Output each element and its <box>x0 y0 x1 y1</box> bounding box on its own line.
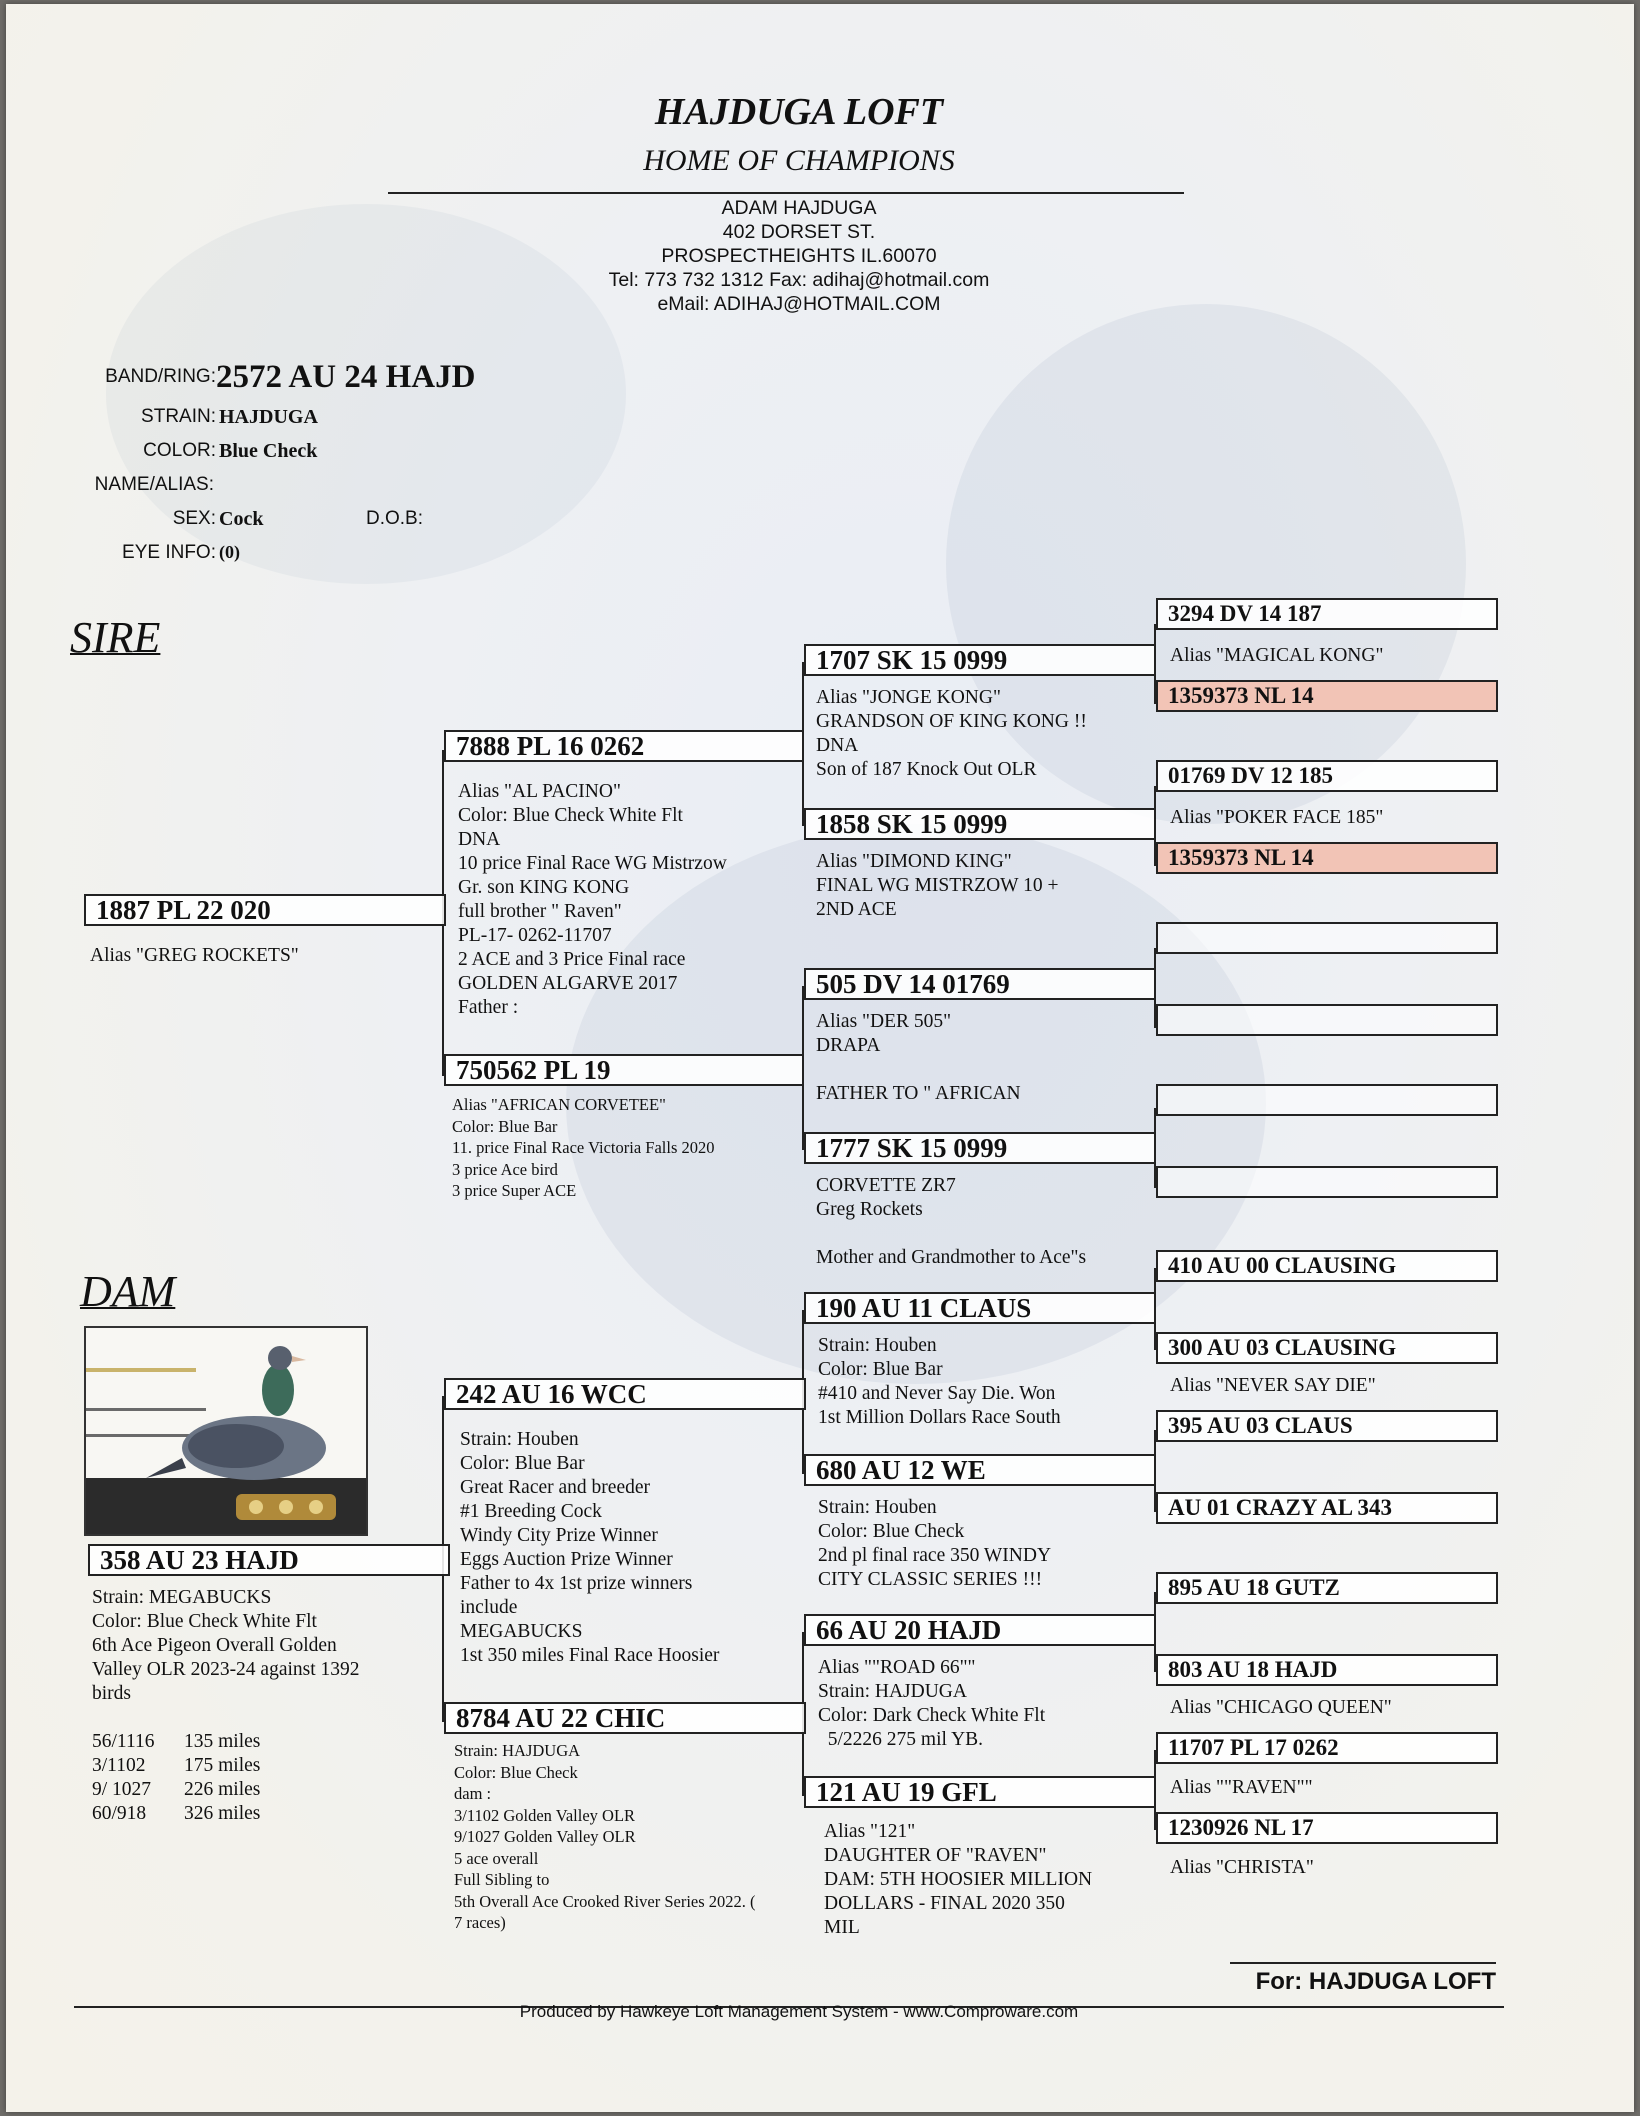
gen4-dam-alias-6: Alias "CHICAGO QUEEN" <box>1170 1697 1392 1718</box>
info-line: Great Racer and breeder <box>460 1477 651 1498</box>
gen3-sire-band-box-2: 1858 SK 15 0999 <box>804 808 1156 840</box>
gen4-sire-band-box-3: 01769 DV 12 185 <box>1156 760 1498 792</box>
band-value: 2572 AU 24 HAJD <box>216 359 476 395</box>
address-line: Tel: 773 732 1312 Fax: adihaj@hotmail.com <box>608 269 990 291</box>
gen4-sire-alias-3: Alias "POKER FACE 185" <box>1170 807 1384 828</box>
info-line: Strain: HAJDUGA <box>454 1741 581 1760</box>
info-line <box>816 1222 1086 1246</box>
info-line: Father to 4x 1st prize winners <box>460 1573 693 1594</box>
race-distance: 135 miles <box>184 1731 261 1752</box>
gen4-dam-alias-2: Alias "NEVER SAY DIE" <box>1170 1375 1376 1396</box>
color-value: Blue Check <box>219 440 318 462</box>
gen4-dam-band-box-7: 11707 PL 17 0262 <box>1156 1732 1498 1764</box>
info-line: Alias "DIMOND KING" <box>816 851 1012 872</box>
info-line: Strain: HAJDUGA <box>818 1681 967 1702</box>
info-line: 6th Ace Pigeon Overall Golden <box>92 1635 337 1656</box>
gen3-sire-info-1 <box>816 686 1087 782</box>
info-line: Alias "JONGE KONG" <box>816 687 1001 708</box>
footer-signature-line <box>1230 1962 1496 1964</box>
info-line: Mother and Grandmother to Ace"s <box>816 1247 1087 1268</box>
gen3-sire-band-box-1: 1707 SK 15 0999 <box>804 644 1156 676</box>
info-line: include <box>460 1597 518 1618</box>
strain-label: STRAIN: <box>141 406 216 427</box>
gen3-sire-info-4 <box>816 1174 1086 1270</box>
race-distance: 226 miles <box>184 1779 261 1800</box>
info-line: Alias "AFRICAN CORVETEE" <box>452 1095 666 1114</box>
gen3-dam-info-4 <box>824 1820 1092 1940</box>
info-line: GOLDEN ALGARVE 2017 <box>458 973 678 994</box>
race-distance: 175 miles <box>184 1755 261 1776</box>
gen4-dam-band-box-3: 395 AU 03 CLAUS <box>1156 1410 1498 1442</box>
info-line: DNA <box>458 829 501 850</box>
color-label: COLOR: <box>143 440 216 461</box>
footer-for-loft: For: HAJDUGA LOFT <box>1255 1968 1496 1995</box>
race-place: 60/918 <box>92 1803 147 1824</box>
race-result-row <box>92 1730 260 1754</box>
info-line: Alias "DER 505" <box>816 1011 952 1032</box>
dam-sire-band-box: 242 AU 16 WCC <box>444 1378 806 1410</box>
gen4-dam-band-box-4: AU 01 CRAZY AL 343 <box>1156 1492 1498 1524</box>
gen3-sire-band-box-3: 505 DV 14 01769 <box>804 968 1156 1000</box>
info-line: dam : <box>454 1784 492 1803</box>
band-label: BAND/RING: <box>105 366 216 387</box>
info-line: Valley OLR 2023-24 against 1392 <box>92 1659 360 1680</box>
eye-info-label: EYE INFO: <box>122 542 216 563</box>
info-line: FATHER TO " AFRICAN <box>816 1083 1021 1104</box>
info-line: Full Sibling to <box>454 1870 550 1889</box>
info-line: Color: Blue Bar <box>452 1116 558 1136</box>
gen3-dam-band-box-2: 680 AU 12 WE <box>804 1454 1156 1486</box>
sire-section-title: SIRE <box>70 613 161 662</box>
eye-info-value: (0) <box>219 542 240 562</box>
sex-value: Cock <box>219 508 264 530</box>
dam-section-title: DAM <box>80 1267 176 1316</box>
info-line: 5th Overall Ace Crooked River Series 2022. ( <box>454 1891 756 1911</box>
header-divider <box>388 192 1184 194</box>
gen4-sire-alias-1: Alias "MAGICAL KONG" <box>1170 645 1384 666</box>
info-line: Alias "AL PACINO" <box>458 781 621 802</box>
sire-info <box>90 944 299 968</box>
race-distance: 326 miles <box>184 1803 261 1824</box>
gen3-dam-band-box-4: 121 AU 19 GFL <box>804 1776 1156 1808</box>
dam-info <box>92 1586 360 1706</box>
gen4-dam-band-box-1: 410 AU 00 CLAUSING <box>1156 1250 1498 1282</box>
address-line: PROSPECTHEIGHTS IL.60070 <box>661 245 937 267</box>
sire-dam-info <box>452 1094 715 1202</box>
gen4-dam-alias-8: Alias "CHRISTA" <box>1170 1857 1314 1878</box>
race-place: 3/1102 <box>92 1755 146 1776</box>
info-line: 2nd pl final race 350 WINDY <box>818 1545 1052 1566</box>
info-line: DAM: 5TH HOOSIER MILLION <box>824 1869 1093 1890</box>
sire-sire-band-box: 7888 PL 16 0262 <box>444 730 804 762</box>
gen4-sire-band-box-4: 1359373 NL 14 <box>1156 842 1498 874</box>
info-line: Color: Blue Bar <box>460 1453 585 1474</box>
info-line: Eggs Auction Prize Winner <box>460 1549 673 1570</box>
info-line: Windy City Prize Winner <box>460 1525 658 1546</box>
gen3-dam-info-1 <box>818 1334 1061 1430</box>
info-line: FINAL WG MISTRZOW 10 + <box>816 875 1059 896</box>
gen4-sire-band-box-1: 3294 DV 14 187 <box>1156 598 1498 630</box>
info-line: Strain: Houben <box>818 1335 937 1356</box>
gen4-sire-band-box-2: 1359373 NL 14 <box>1156 680 1498 712</box>
pedigree-sheet <box>6 4 1634 2112</box>
gen3-sire-band-box-4: 1777 SK 15 0999 <box>804 1132 1156 1164</box>
gen4-dam-band-box-8: 1230926 NL 17 <box>1156 1812 1498 1844</box>
info-line: Strain: MEGABUCKS <box>92 1587 272 1608</box>
race-result-row <box>92 1778 260 1802</box>
race-place: 56/1116 <box>92 1731 155 1752</box>
gen3-sire-info-3 <box>816 1010 1021 1106</box>
gen4-dam-alias-7: Alias ""RAVEN"" <box>1170 1777 1313 1798</box>
gen3-sire-info-2 <box>816 850 1058 922</box>
info-line: 5/2226 275 mil YB. <box>818 1729 984 1750</box>
info-line: Color: Blue Bar <box>818 1359 943 1380</box>
info-line: DRAPA <box>816 1035 881 1056</box>
dam-sire-info <box>460 1428 719 1668</box>
dam-race-results <box>92 1730 260 1826</box>
gen3-dam-info-2 <box>818 1496 1051 1592</box>
info-line: Color: Blue Check White Flt <box>92 1611 317 1632</box>
info-line: 2ND ACE <box>816 899 897 920</box>
info-line: Gr. son KING KONG <box>458 877 630 898</box>
loft-title: HAJDUGA LOFT <box>654 91 944 133</box>
dam-band-box: 358 AU 23 HAJD <box>88 1544 450 1576</box>
info-line <box>816 1058 1021 1082</box>
info-line: 5 ace overall <box>454 1848 539 1868</box>
name-alias-label: NAME/ALIAS: <box>94 474 214 495</box>
dam-dam-band-box: 8784 AU 22 CHIC <box>444 1702 806 1734</box>
race-result-row <box>92 1802 260 1826</box>
gen4-dam-band-box-5: 895 AU 18 GUTZ <box>1156 1572 1498 1604</box>
info-line: DOLLARS - FINAL 2020 350 <box>824 1893 1065 1914</box>
info-line: 3 price Super ACE <box>452 1181 577 1200</box>
info-line: Father : <box>458 997 519 1018</box>
info-line: Color: Blue Check <box>454 1762 578 1782</box>
gen3-dam-info-3 <box>818 1656 1045 1752</box>
sire-band-box: 1887 PL 22 020 <box>84 894 446 926</box>
info-line: Strain: Houben <box>818 1497 937 1518</box>
info-line: full brother " Raven" <box>458 901 622 922</box>
info-line: PL-17- 0262-11707 <box>458 925 612 946</box>
address-line: ADAM HAJDUGA <box>721 197 877 219</box>
address-line: 402 DORSET ST. <box>722 221 876 243</box>
info-line: Color: Blue Check <box>818 1521 965 1542</box>
info-line: MEGABUCKS <box>460 1621 583 1642</box>
info-line: 1st 350 miles Final Race Hoosier <box>460 1645 720 1666</box>
info-line: MIL <box>824 1917 860 1938</box>
info-line: CORVETTE ZR7 <box>816 1175 956 1196</box>
dam-dam-info <box>454 1740 756 1934</box>
info-line: Color: Dark Check White Flt <box>818 1705 1046 1726</box>
address-line: eMail: ADIHAJ@HOTMAIL.COM <box>657 293 941 315</box>
gen4-sire-band-box-5 <box>1156 922 1498 954</box>
gen4-sire-band-box-7 <box>1156 1084 1498 1116</box>
info-line: Alias "GREG ROCKETS" <box>90 945 299 966</box>
dob-label: D.O.B: <box>366 508 424 529</box>
gen4-dam-band-box-2: 300 AU 03 CLAUSING <box>1156 1332 1498 1364</box>
loft-subtitle: HOME OF CHAMPIONS <box>643 144 955 177</box>
info-line: Alias "121" <box>824 1821 916 1842</box>
info-line: 3/1102 Golden Valley OLR <box>454 1805 636 1825</box>
info-line: 1st Million Dollars Race South <box>818 1407 1061 1428</box>
info-line: DNA <box>816 735 859 756</box>
info-line: 7 races) <box>454 1913 506 1932</box>
sex-label: SEX: <box>172 508 216 529</box>
info-line: Color: Blue Check White Flt <box>458 805 683 826</box>
info-line: 10 price Final Race WG Mistrzow <box>458 853 727 874</box>
info-line: Son of 187 Knock Out OLR <box>816 759 1037 780</box>
info-line: #1 Breeding Cock <box>460 1501 602 1522</box>
race-place: 9/ 1027 <box>92 1779 152 1800</box>
info-line: birds <box>92 1683 131 1704</box>
gen3-dam-band-box-3: 66 AU 20 HAJD <box>804 1614 1156 1646</box>
info-line: Alias ""ROAD 66"" <box>818 1657 976 1678</box>
info-line: 2 ACE and 3 Price Final race <box>458 949 686 970</box>
sire-sire-info <box>458 780 727 1020</box>
info-line: 3 price Ace bird <box>452 1159 558 1179</box>
gen4-sire-band-box-6 <box>1156 1004 1498 1036</box>
info-line: #410 and Never Say Die. Won <box>818 1383 1056 1404</box>
info-line: Strain: Houben <box>460 1429 579 1450</box>
info-line: Greg Rockets <box>816 1199 923 1220</box>
gen4-sire-band-box-8 <box>1156 1166 1498 1198</box>
info-line: 9/1027 Golden Valley OLR <box>454 1827 636 1846</box>
footer-produced-by: Produced by Hawkeye Loft Management System - www.Comproware.com <box>519 2002 1079 2021</box>
dam-photo <box>84 1326 368 1536</box>
info-line: CITY CLASSIC SERIES !!! <box>818 1569 1043 1590</box>
sire-dam-band-box: 750562 PL 19 <box>444 1054 804 1086</box>
info-line: 11. price Final Race Victoria Falls 2020 <box>452 1138 715 1157</box>
info-line: DAUGHTER OF "RAVEN" <box>824 1845 1047 1866</box>
gen3-dam-band-box-1: 190 AU 11 CLAUS <box>804 1292 1156 1324</box>
race-result-row <box>92 1754 260 1778</box>
gen4-dam-band-box-6: 803 AU 18 HAJD <box>1156 1654 1498 1686</box>
pigeon-photo-icon <box>86 1328 366 1534</box>
info-line: GRANDSON OF KING KONG !! <box>816 711 1087 732</box>
strain-value: HAJDUGA <box>219 406 318 428</box>
